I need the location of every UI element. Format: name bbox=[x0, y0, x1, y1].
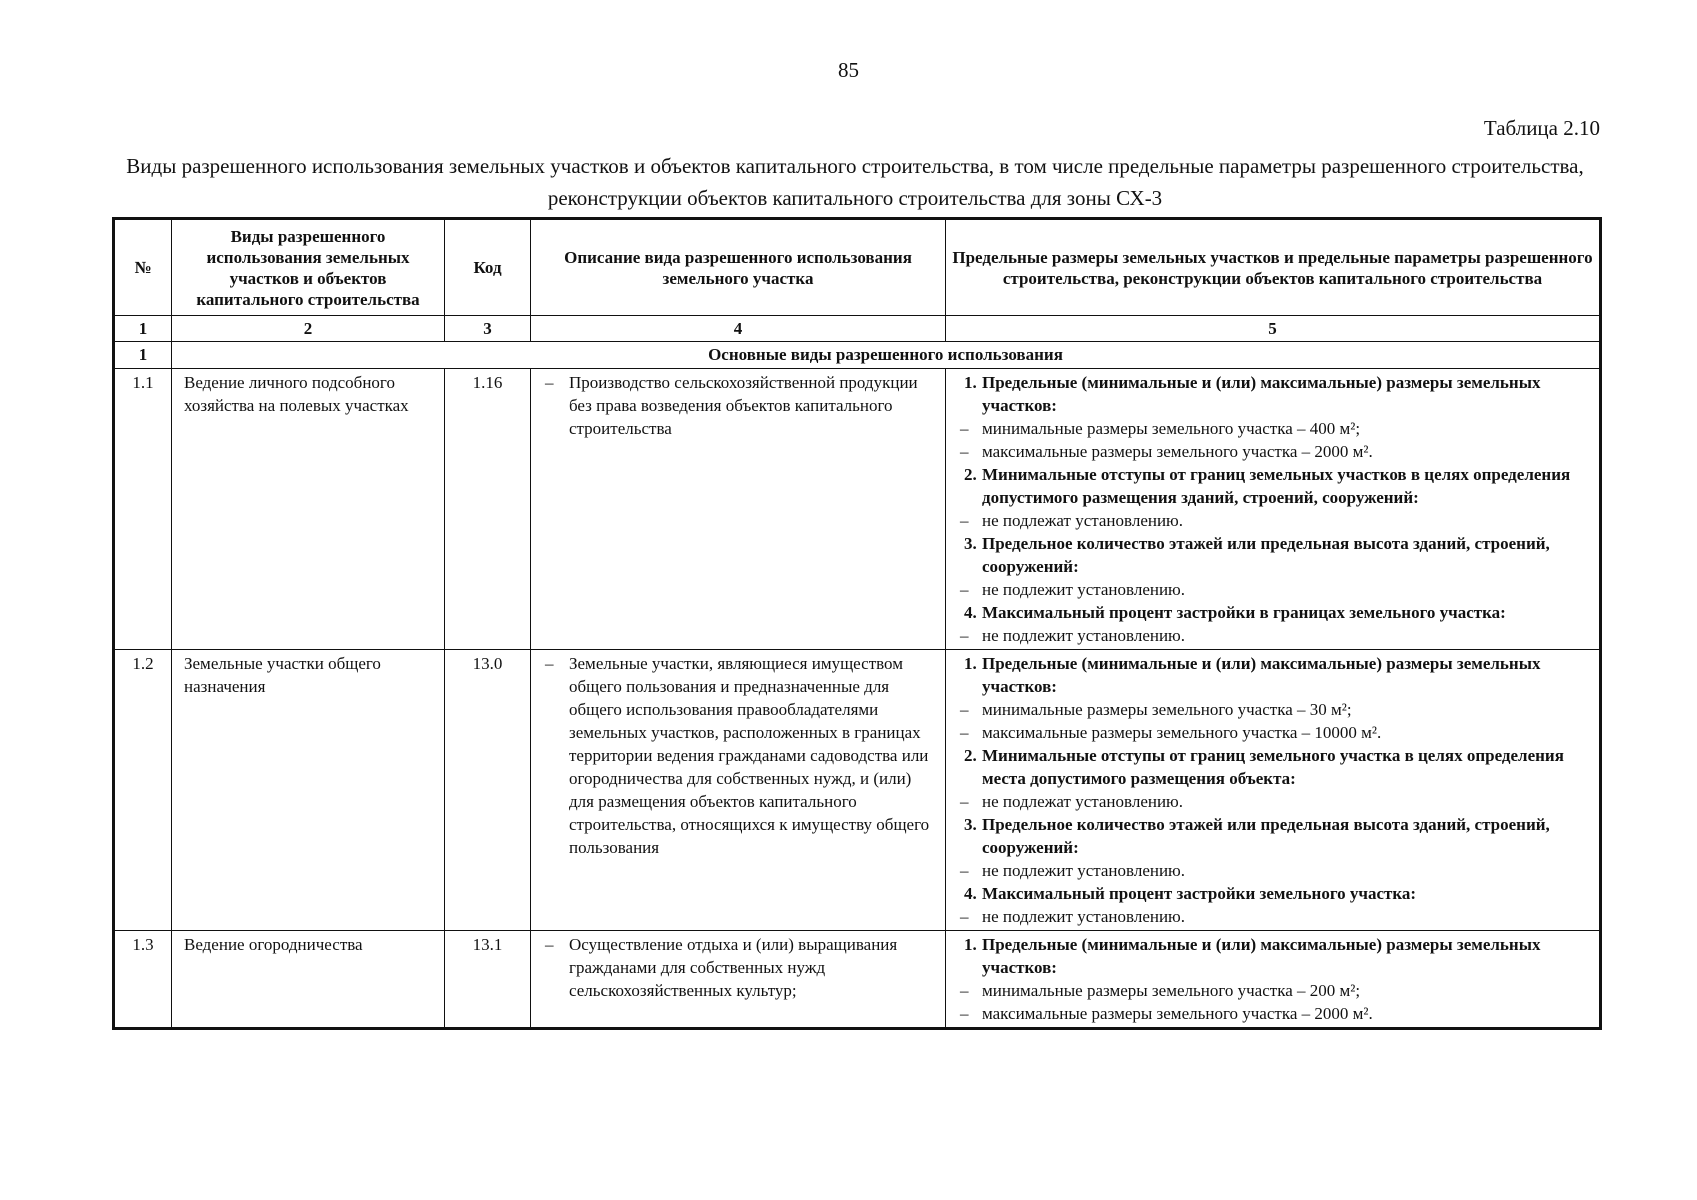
header-num: № bbox=[115, 220, 172, 316]
param-item-text: максимальные размеры земельного участка – 2000 м². bbox=[982, 1004, 1373, 1023]
header-types: Виды разрешенного использования земельных участков и объектов капитального строительства bbox=[172, 220, 445, 316]
dash-marker: – bbox=[545, 654, 554, 673]
header-limits: Предельные размеры земельных участков и предельные параметры разрешенного строительства, реконструкции объектов капитального строительства bbox=[946, 220, 1600, 316]
param-item-text: максимальные размеры земельного участка – 2000 м². bbox=[982, 442, 1373, 461]
column-number: 4 bbox=[531, 316, 946, 342]
param-number: 2. bbox=[964, 746, 977, 765]
dash-marker: – bbox=[960, 723, 969, 742]
description-text: Производство сельскохозяйственной продукции без права возведения объектов капитального строительства bbox=[569, 373, 918, 438]
param-item-text: максимальные размеры земельного участка – 10000 м². bbox=[982, 723, 1382, 742]
header-row bbox=[115, 220, 1600, 316]
row-num: 1.3 bbox=[115, 931, 172, 1028]
description-text: Осуществление отдыха и (или) выращивания гражданами для собственных нужд сельскохозяйственных культур; bbox=[569, 935, 898, 1000]
description-item bbox=[535, 652, 941, 859]
header-description: Описание вида разрешенного использования земельного участка bbox=[531, 220, 946, 316]
param-item-text: минимальные размеры земельного участка – 30 м²; bbox=[982, 700, 1352, 719]
param-number: 1. bbox=[964, 654, 977, 673]
param-item bbox=[950, 624, 1595, 647]
param-title: Предельное количество этажей или предельная высота зданий, строений, сооружений: bbox=[982, 815, 1550, 857]
table-label: Таблица 2.10 bbox=[1483, 116, 1600, 140]
param-title: Максимальный процент застройки в границах земельного участка: bbox=[982, 603, 1506, 622]
param-item-text: не подлежит установлению. bbox=[982, 580, 1186, 599]
param-item bbox=[950, 721, 1595, 744]
row-code: 13.0 bbox=[445, 650, 531, 931]
param-item bbox=[950, 979, 1595, 1002]
param-number: 4. bbox=[964, 603, 977, 622]
table-row bbox=[115, 931, 1600, 1028]
row-type-name: Ведение огородничества bbox=[172, 931, 445, 1028]
dash-marker: – bbox=[960, 626, 969, 645]
description-text: Земельные участки, являющиеся имуществом общего пользования и предназначенные для общего использования правообладателями земельных участков, расположенных в границах территории ведения гражданами садоводства или огородничества для собственных нужд, и (или) для размещения объектов капитального строительства, относящихся к имуществу общего пользования bbox=[569, 654, 930, 857]
row-type-name: Ведение личного подсобного хозяйства на полевых участках bbox=[172, 369, 445, 650]
param-item-text: минимальные размеры земельного участка – 200 м²; bbox=[982, 981, 1361, 1000]
dash-marker: – bbox=[960, 861, 969, 880]
param-item bbox=[950, 440, 1595, 463]
param-heading bbox=[950, 933, 1595, 979]
dash-marker: – bbox=[545, 935, 554, 954]
section-num: 1 bbox=[115, 342, 172, 369]
dash-marker: – bbox=[960, 907, 969, 926]
description-item bbox=[535, 371, 941, 440]
page-number: 85 bbox=[838, 58, 859, 82]
dash-marker: – bbox=[960, 1004, 969, 1023]
row-params bbox=[946, 931, 1600, 1028]
dash-marker: – bbox=[960, 580, 969, 599]
row-params bbox=[946, 650, 1600, 931]
param-item-text: не подлежит установлению. bbox=[982, 907, 1186, 926]
param-item bbox=[950, 417, 1595, 440]
dash-marker: – bbox=[545, 373, 554, 392]
table-caption: Виды разрешенного использования земельных участков и объектов капитального строительства, в том числе предельные параметры разрешенного строительства, реконструкции объектов капитального строительства для зоны СХ-3 bbox=[126, 154, 1584, 210]
param-heading bbox=[950, 882, 1595, 905]
param-heading bbox=[950, 371, 1595, 417]
param-title: Минимальные отступы от границ земельных участков в целях определения допустимого размещения зданий, строений, сооружений: bbox=[982, 465, 1571, 507]
param-item bbox=[950, 1002, 1595, 1025]
param-item bbox=[950, 698, 1595, 721]
row-code: 1.16 bbox=[445, 369, 531, 650]
param-item bbox=[950, 509, 1595, 532]
table-row bbox=[115, 650, 1600, 931]
column-number: 1 bbox=[115, 316, 172, 342]
param-title: Предельные (минимальные и (или) максимальные) размеры земельных участков: bbox=[982, 935, 1541, 977]
dash-marker: – bbox=[960, 419, 969, 438]
dash-marker: – bbox=[960, 981, 969, 1000]
dash-marker: – bbox=[960, 442, 969, 461]
dash-marker: – bbox=[960, 700, 969, 719]
param-item-text: минимальные размеры земельного участка – 400 м²; bbox=[982, 419, 1361, 438]
zoning-table bbox=[114, 219, 1600, 1028]
param-heading bbox=[950, 532, 1595, 578]
row-params bbox=[946, 369, 1600, 650]
param-item-text: не подлежат установлению. bbox=[982, 792, 1184, 811]
param-number: 1. bbox=[964, 935, 977, 954]
param-number: 2. bbox=[964, 465, 977, 484]
param-title: Минимальные отступы от границ земельного участка в целях определения места допустимого размещения объекта: bbox=[982, 746, 1564, 788]
row-description bbox=[531, 650, 946, 931]
row-description bbox=[531, 369, 946, 650]
dash-marker: – bbox=[960, 792, 969, 811]
param-title: Предельные (минимальные и (или) максимальные) размеры земельных участков: bbox=[982, 654, 1541, 696]
param-number: 3. bbox=[964, 534, 977, 553]
section-title: Основные виды разрешенного использования bbox=[172, 342, 1600, 369]
header-code: Код bbox=[445, 220, 531, 316]
param-heading bbox=[950, 601, 1595, 624]
param-title: Максимальный процент застройки земельного участка: bbox=[982, 884, 1417, 903]
row-description bbox=[531, 931, 946, 1028]
table-row bbox=[115, 369, 1600, 650]
param-item bbox=[950, 905, 1595, 928]
param-item bbox=[950, 790, 1595, 813]
section-row bbox=[115, 342, 1600, 369]
param-heading bbox=[950, 744, 1595, 790]
row-num: 1.2 bbox=[115, 650, 172, 931]
param-title: Предельное количество этажей или предельная высота зданий, строений, сооружений: bbox=[982, 534, 1550, 576]
column-number: 3 bbox=[445, 316, 531, 342]
column-number-row bbox=[115, 316, 1600, 342]
column-number: 2 bbox=[172, 316, 445, 342]
row-num: 1.1 bbox=[115, 369, 172, 650]
param-number: 4. bbox=[964, 884, 977, 903]
param-item-text: не подлежит установлению. bbox=[982, 626, 1186, 645]
param-number: 3. bbox=[964, 815, 977, 834]
row-code: 13.1 bbox=[445, 931, 531, 1028]
description-item bbox=[535, 933, 941, 1002]
param-heading bbox=[950, 463, 1595, 509]
param-number: 1. bbox=[964, 373, 977, 392]
param-heading bbox=[950, 652, 1595, 698]
param-item bbox=[950, 859, 1595, 882]
param-item bbox=[950, 578, 1595, 601]
param-item-text: не подлежит установлению. bbox=[982, 861, 1186, 880]
param-title: Предельные (минимальные и (или) максимальные) размеры земельных участков: bbox=[982, 373, 1541, 415]
param-heading bbox=[950, 813, 1595, 859]
dash-marker: – bbox=[960, 511, 969, 530]
param-item-text: не подлежат установлению. bbox=[982, 511, 1184, 530]
column-number: 5 bbox=[946, 316, 1600, 342]
row-type-name: Земельные участки общего назначения bbox=[172, 650, 445, 931]
